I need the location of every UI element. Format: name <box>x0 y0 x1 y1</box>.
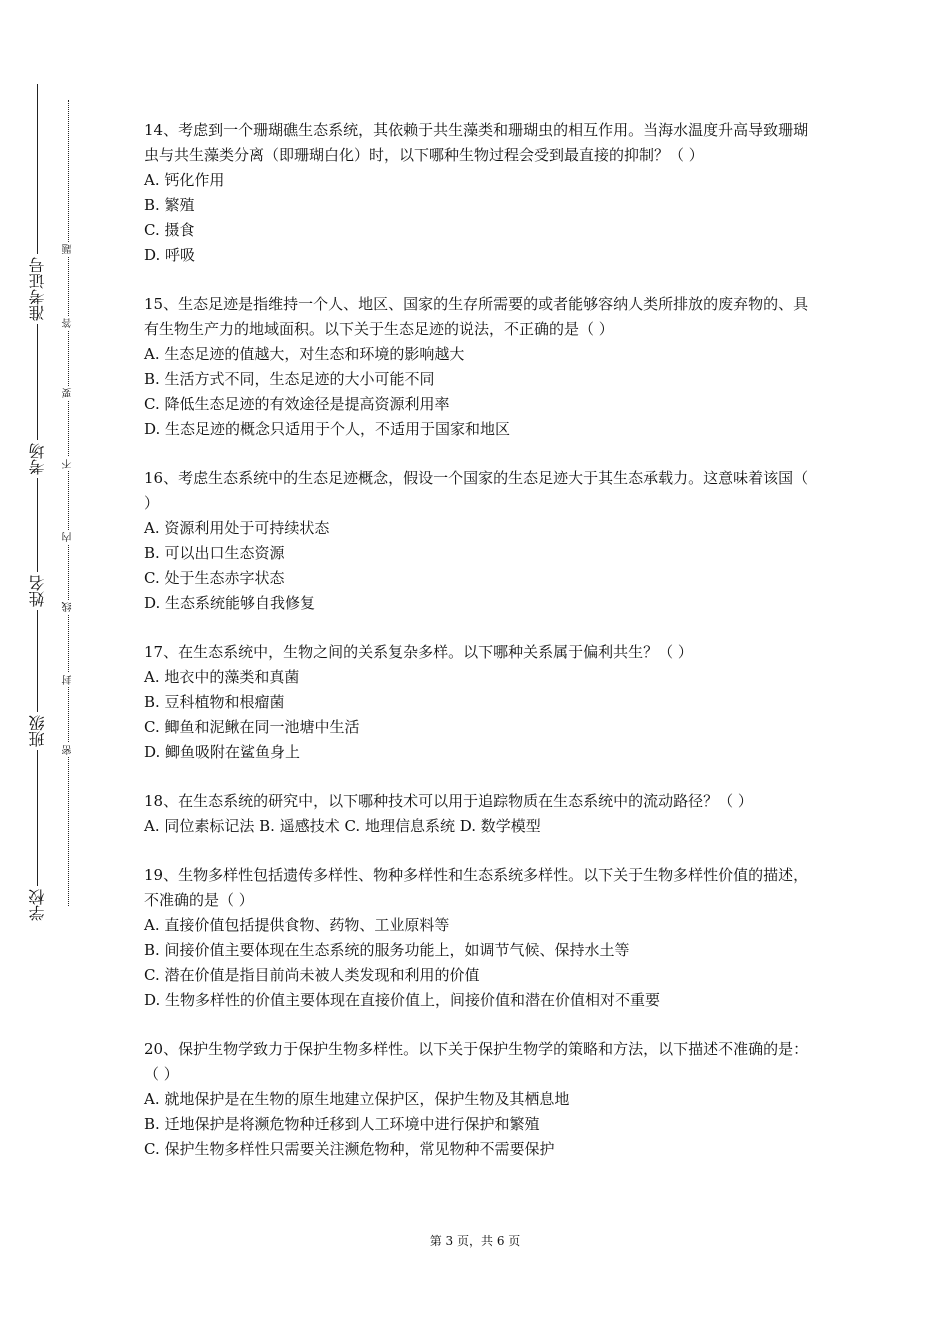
question-18 <box>144 789 814 839</box>
option: C. 潜在价值是指目前尚未被人类发现和利用的价值 <box>144 966 480 984</box>
question-14 <box>144 118 814 268</box>
option: C. 处于生态赤字状态 <box>144 569 285 587</box>
seal-char: 不 <box>63 459 74 469</box>
binding-solid-line <box>37 84 38 924</box>
binding-margin <box>0 0 90 1344</box>
question-stem: 20、保护生物学致力于保护生物多样性。以下关于保护生物学的策略和方法，以下描述不准确的是：（ ） <box>144 1040 809 1083</box>
question-stem: 19、生物多样性包括遗传多样性、物种多样性和生态系统多样性。以下关于生物多样性价值的描述，不准确的是（ ） <box>144 866 809 909</box>
seal-char: 密 <box>63 745 74 755</box>
option: A. 直接价值包括提供食物、药物、工业原料等 <box>144 916 450 934</box>
option: C. 摄食 <box>144 221 195 239</box>
option: B. 间接价值主要体现在生态系统的服务功能上，如调节气候、保持水土等 <box>144 941 630 959</box>
seal-char: 题 <box>63 244 74 254</box>
seal-char: 封 <box>63 675 74 685</box>
binding-dotted-line <box>68 100 69 906</box>
question-17 <box>144 640 814 765</box>
option: D. 呼吸 <box>144 246 196 264</box>
seal-char: 线 <box>63 602 74 612</box>
seal-char: 内 <box>63 532 74 542</box>
field-label-exam-room: 考场 <box>21 440 55 478</box>
option: A. 同位素标记法 B. 遥感技术 C. 地理信息系统 D. 数学模型 <box>144 817 541 835</box>
question-stem: 15、生态足迹是指维持一个人、地区、国家的生存所需要的或者能够容纳人类所排放的废弃物的、具有生物生产力的地域面积。以下关于生态足迹的说法，不正确的是（ ） <box>144 295 809 338</box>
option: B. 可以出口生态资源 <box>144 544 285 562</box>
question-15 <box>144 292 814 442</box>
question-stem: 14、考虑到一个珊瑚礁生态系统，其依赖于共生藻类和珊瑚虫的相互作用。当海水温度升高导致珊瑚虫与共生藻类分离（即珊瑚白化）时，以下哪种生物过程会受到最直接的抑制？（ ） <box>144 121 809 164</box>
question-stem: 18、在生态系统的研究中，以下哪种技术可以用于追踪物质在生态系统中的流动路径？（ ） <box>144 792 753 810</box>
seal-char: 要 <box>63 388 74 398</box>
option: C. 保护生物多样性只需要关注濒危物种，常见物种不需要保护 <box>144 1140 555 1158</box>
page-footer: 第 3 页，共 6 页 <box>429 1234 521 1248</box>
field-label-class: 班级 <box>21 712 55 750</box>
option: B. 迁地保护是将濒危物种迁移到人工环境中进行保护和繁殖 <box>144 1115 540 1133</box>
option: B. 生活方式不同，生态足迹的大小可能不同 <box>144 370 435 388</box>
option: D. 生物多样性的价值主要体现在直接价值上，间接价值和潜在价值相对不重要 <box>144 991 661 1009</box>
option: A. 资源利用处于可持续状态 <box>144 519 330 537</box>
option: A. 钙化作用 <box>144 171 225 189</box>
seal-char: 答 <box>63 318 74 328</box>
option: B. 豆科植物和根瘤菌 <box>144 693 285 711</box>
field-label-name: 姓名 <box>21 572 55 610</box>
option: C. 鲫鱼和泥鳅在同一池塘中生活 <box>144 718 360 736</box>
option: C. 降低生态足迹的有效途径是提高资源利用率 <box>144 395 450 413</box>
option: D. 鲫鱼吸附在鲨鱼身上 <box>144 743 301 761</box>
question-stem: 17、在生态系统中，生物之间的关系复杂多样。以下哪种关系属于偏利共生？（ ） <box>144 643 693 661</box>
question-20 <box>144 1037 814 1162</box>
option: D. 生态系统能够自我修复 <box>144 594 316 612</box>
option: A. 生态足迹的值越大，对生态和环境的影响越大 <box>144 345 465 363</box>
option: A. 地衣中的藻类和真菌 <box>144 668 300 686</box>
field-label-school: 学校 <box>21 886 55 924</box>
question-19 <box>144 863 814 1013</box>
option: A. 就地保护是在生物的原生地建立保护区，保护生物及其栖息地 <box>144 1090 570 1108</box>
question-16 <box>144 466 814 616</box>
field-label-exam-number: 准考证号 <box>21 254 55 324</box>
option: D. 生态足迹的概念只适用于个人，不适用于国家和地区 <box>144 420 511 438</box>
question-list <box>144 118 814 1186</box>
option: B. 繁殖 <box>144 196 195 214</box>
question-stem: 16、考虑生态系统中的生态足迹概念，假设一个国家的生态足迹大于其生态承载力。这意味着该国（ ） <box>144 469 809 512</box>
